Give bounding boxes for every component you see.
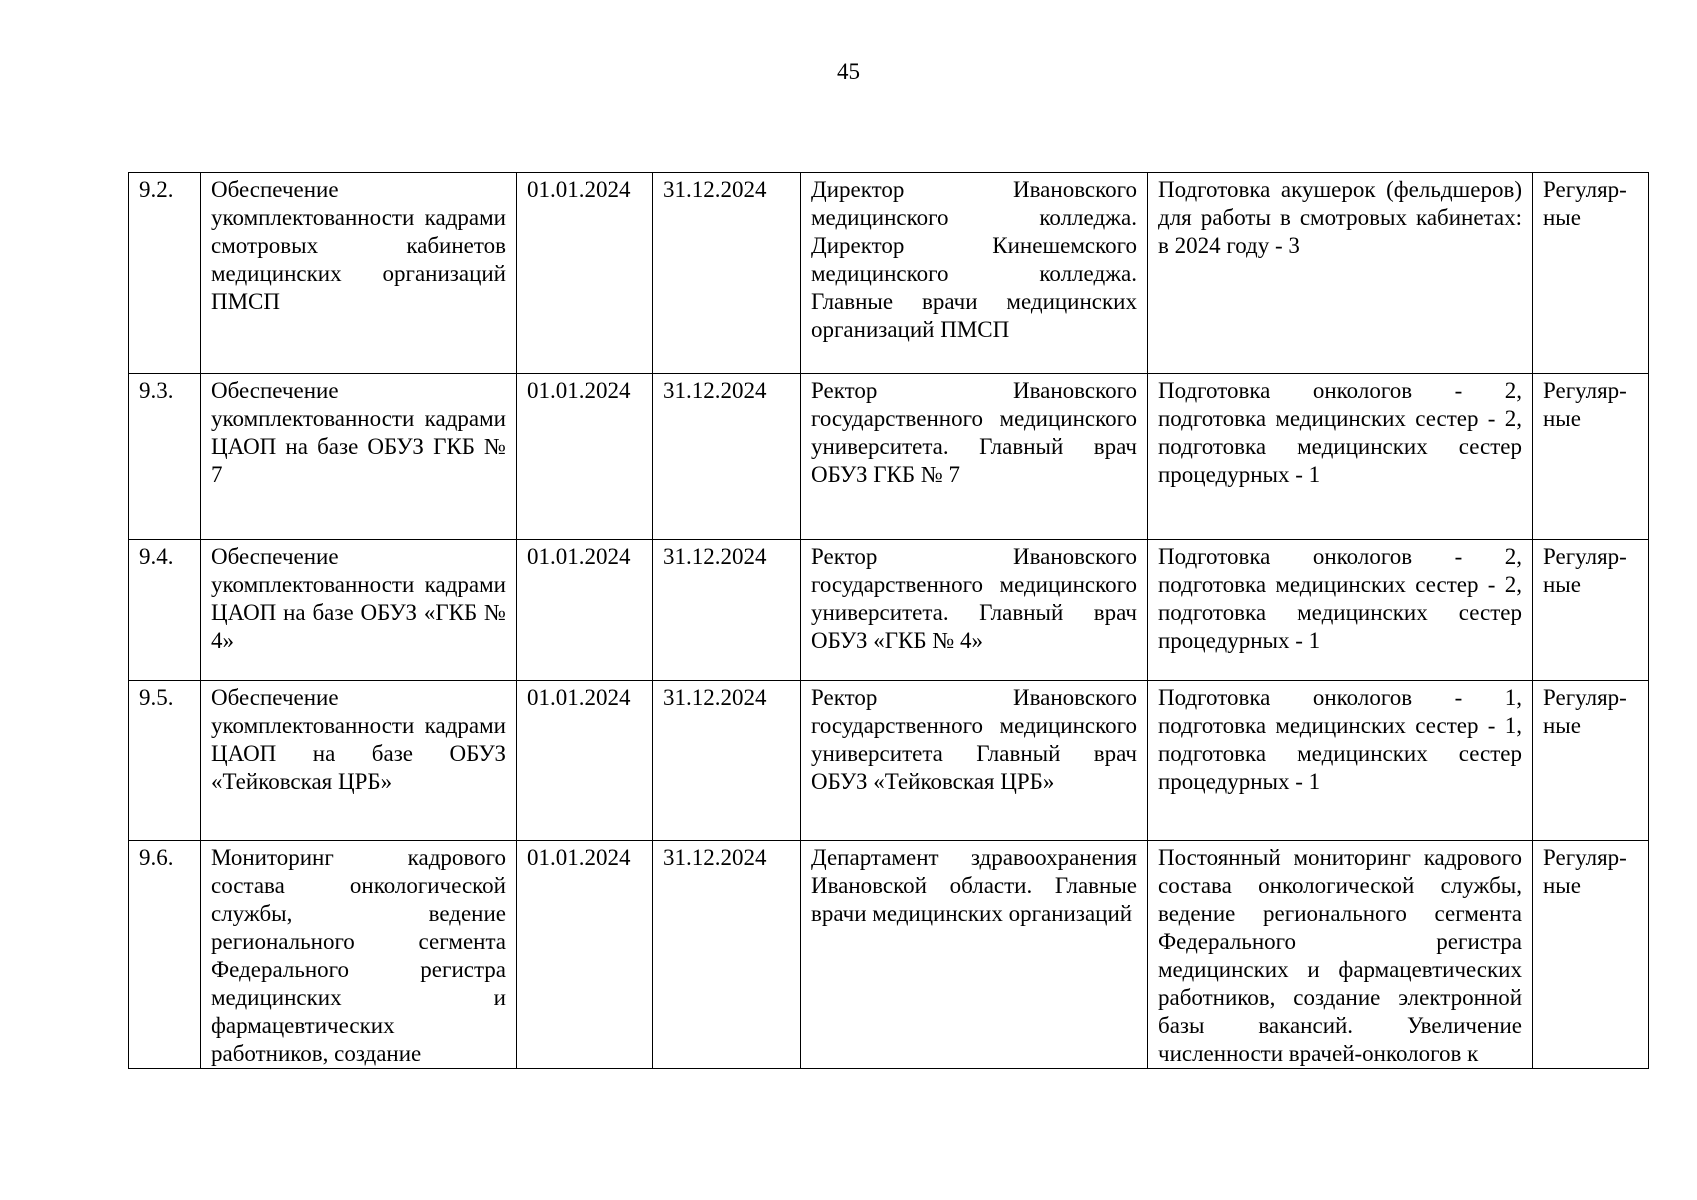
end-date: 31.12.2024 — [653, 540, 801, 681]
expected-result: Подготовка онкологов - 2, подготовка медицинских сестер - 2, подготовка медицинских сестер процедурных - 1 — [1148, 374, 1533, 540]
expected-result: Подготовка акушерок (фельдшеров) для работы в смотровых кабинетах: в 2024 году - 3 — [1148, 173, 1533, 374]
measure-name: Обеспечение укомплектованности кадрами ЦАОП на базе ОБУЗ ГКБ № 7 — [201, 374, 517, 540]
row-number: 9.4. — [129, 540, 201, 681]
table-row — [129, 374, 1649, 540]
periodicity: Регуляр-ные — [1533, 173, 1649, 374]
periodicity: Регуляр-ные — [1533, 540, 1649, 681]
start-date: 01.01.2024 — [517, 841, 653, 1069]
responsible-party: Департамент здравоохранения Ивановской области. Главные врачи медицинских организаций — [801, 841, 1148, 1069]
responsible-party: Ректор Ивановского государственного медицинского университета. Главный врач ОБУЗ «ГКБ № 4» — [801, 540, 1148, 681]
responsible-party: Ректор Ивановского государственного медицинского университета. Главный врач ОБУЗ ГКБ № 7 — [801, 374, 1148, 540]
periodicity: Регуляр-ные — [1533, 841, 1649, 1069]
responsible-party: Ректор Ивановского государственного медицинского университета Главный врач ОБУЗ «Тейковская ЦРБ» — [801, 681, 1148, 841]
measure-name: Обеспечение укомплектованности кадрами ЦАОП на базе ОБУЗ «Тейковская ЦРБ» — [201, 681, 517, 841]
row-number: 9.5. — [129, 681, 201, 841]
table-row — [129, 540, 1649, 681]
start-date: 01.01.2024 — [517, 681, 653, 841]
end-date: 31.12.2024 — [653, 374, 801, 540]
end-date: 31.12.2024 — [653, 173, 801, 374]
expected-result: Подготовка онкологов - 1, подготовка медицинских сестер - 1, подготовка медицинских сестер процедурных - 1 — [1148, 681, 1533, 841]
table-row — [129, 841, 1649, 1069]
expected-result: Постоянный мониторинг кадрового состава онкологической службы, ведение регионального сегмента Федерального регистра медицинских и фармацевтических работников, создание электронной базы вакансий. Увеличение численности врачей-онкологов к — [1148, 841, 1533, 1069]
measure-name: Обеспечение укомплектованности кадрами ЦАОП на базе ОБУЗ «ГКБ № 4» — [201, 540, 517, 681]
measure-name: Обеспечение укомплектованности кадрами смотровых кабинетов медицинских организаций ПМСП — [201, 173, 517, 374]
periodicity: Регуляр-ные — [1533, 374, 1649, 540]
expected-result: Подготовка онкологов - 2, подготовка медицинских сестер - 2, подготовка медицинских сестер процедурных - 1 — [1148, 540, 1533, 681]
measures-table — [128, 172, 1649, 1069]
end-date: 31.12.2024 — [653, 841, 801, 1069]
page-number: 45 — [837, 59, 860, 84]
row-number: 9.6. — [129, 841, 201, 1069]
table-row — [129, 173, 1649, 374]
responsible-party: Директор Ивановского медицинского колледжа. Директор Кинешемского медицинского колледжа. Главные врачи медицинских организаций ПМСП — [801, 173, 1148, 374]
table-row — [129, 681, 1649, 841]
start-date: 01.01.2024 — [517, 540, 653, 681]
row-number: 9.3. — [129, 374, 201, 540]
row-number: 9.2. — [129, 173, 201, 374]
start-date: 01.01.2024 — [517, 173, 653, 374]
start-date: 01.01.2024 — [517, 374, 653, 540]
end-date: 31.12.2024 — [653, 681, 801, 841]
measure-name: Мониторинг кадрового состава онкологической службы, ведение регионального сегмента Федерального регистра медицинских и фармацевтических работников, создание — [201, 841, 517, 1069]
periodicity: Регуляр-ные — [1533, 681, 1649, 841]
